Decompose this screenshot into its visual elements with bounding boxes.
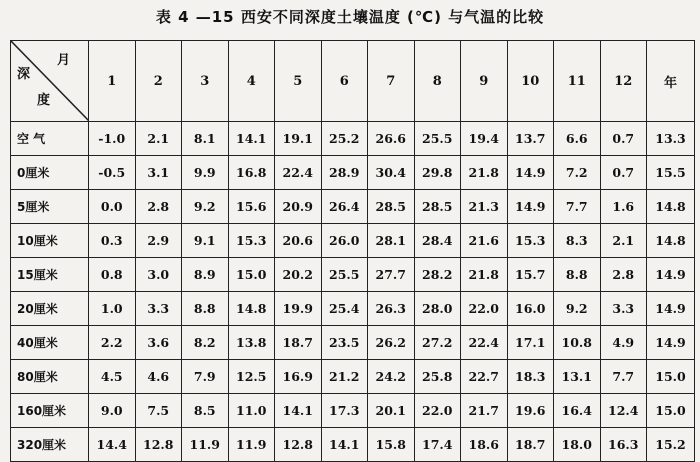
temperature-cell: 13.3 — [647, 122, 695, 156]
temperature-cell: 12.4 — [600, 394, 647, 428]
temperature-cell: 15.5 — [647, 156, 695, 190]
temperature-cell: 4.5 — [89, 360, 136, 394]
temperature-cell: 0.8 — [89, 258, 136, 292]
temperature-cell: 7.9 — [182, 360, 229, 394]
column-header: 11 — [554, 41, 601, 122]
table-row — [11, 156, 695, 190]
temperature-cell: 25.4 — [321, 292, 368, 326]
temperature-cell: 21.8 — [461, 258, 508, 292]
temperature-cell: 11.0 — [228, 394, 275, 428]
temperature-cell: 8.2 — [182, 326, 229, 360]
temperature-cell: 12.5 — [228, 360, 275, 394]
temperature-cell: 16.8 — [228, 156, 275, 190]
table-row — [11, 428, 695, 462]
temperature-cell: 2.1 — [135, 122, 182, 156]
row-label: 0厘米 — [11, 156, 89, 190]
temperature-cell: 1.6 — [600, 190, 647, 224]
temperature-cell: 14.8 — [647, 190, 695, 224]
temperature-cell: 28.5 — [414, 190, 461, 224]
row-label: 5厘米 — [11, 190, 89, 224]
temperature-cell: 18.0 — [554, 428, 601, 462]
soil-temperature-table — [10, 40, 695, 462]
temperature-cell: 15.6 — [228, 190, 275, 224]
row-label: 320厘米 — [11, 428, 89, 462]
temperature-cell: 15.3 — [228, 224, 275, 258]
temperature-cell: 18.6 — [461, 428, 508, 462]
temperature-cell: 18.7 — [507, 428, 554, 462]
temperature-cell: 21.8 — [461, 156, 508, 190]
temperature-cell: 14.8 — [647, 224, 695, 258]
temperature-cell: 24.2 — [368, 360, 415, 394]
temperature-cell: 9.1 — [182, 224, 229, 258]
column-header: 7 — [368, 41, 415, 122]
row-label: 空 气 — [11, 122, 89, 156]
temperature-cell: 25.5 — [414, 122, 461, 156]
table-row — [11, 122, 695, 156]
temperature-cell: 1.0 — [89, 292, 136, 326]
temperature-cell: 25.5 — [321, 258, 368, 292]
temperature-cell: 14.1 — [275, 394, 322, 428]
temperature-cell: 9.2 — [182, 190, 229, 224]
temperature-cell: 17.1 — [507, 326, 554, 360]
temperature-cell: 22.0 — [414, 394, 461, 428]
temperature-cell: 6.6 — [554, 122, 601, 156]
temperature-cell: 20.1 — [368, 394, 415, 428]
temperature-cell: 28.0 — [414, 292, 461, 326]
temperature-cell: 15.3 — [507, 224, 554, 258]
temperature-cell: 21.6 — [461, 224, 508, 258]
temperature-cell: 9.9 — [182, 156, 229, 190]
table-title: 表 4 —15 西安不同深度土壤温度 (℃) 与气温的比较 — [155, 8, 545, 26]
temperature-cell: 15.0 — [228, 258, 275, 292]
header-row — [11, 41, 695, 122]
temperature-cell: 15.2 — [647, 428, 695, 462]
temperature-cell: 3.0 — [135, 258, 182, 292]
temperature-cell: 7.7 — [600, 360, 647, 394]
temperature-cell: 14.9 — [647, 258, 695, 292]
table-row — [11, 224, 695, 258]
temperature-cell: 20.2 — [275, 258, 322, 292]
temperature-cell: 18.7 — [275, 326, 322, 360]
temperature-cell: 14.9 — [647, 292, 695, 326]
temperature-cell: 3.3 — [135, 292, 182, 326]
temperature-cell: 26.4 — [321, 190, 368, 224]
temperature-cell: 20.9 — [275, 190, 322, 224]
column-header: 5 — [275, 41, 322, 122]
temperature-cell: 2.8 — [135, 190, 182, 224]
temperature-cell: 16.3 — [600, 428, 647, 462]
column-header: 3 — [182, 41, 229, 122]
table-row — [11, 326, 695, 360]
row-label: 80厘米 — [11, 360, 89, 394]
table-body — [11, 122, 695, 462]
temperature-cell: 22.4 — [275, 156, 322, 190]
temperature-cell: 27.2 — [414, 326, 461, 360]
temperature-cell: 12.8 — [135, 428, 182, 462]
column-header: 9 — [461, 41, 508, 122]
temperature-cell: 3.3 — [600, 292, 647, 326]
temperature-cell: 26.6 — [368, 122, 415, 156]
column-header: 12 — [600, 41, 647, 122]
temperature-cell: 3.1 — [135, 156, 182, 190]
temperature-cell: 0.0 — [89, 190, 136, 224]
row-label: 20厘米 — [11, 292, 89, 326]
temperature-cell: 21.7 — [461, 394, 508, 428]
table-row — [11, 394, 695, 428]
temperature-cell: 30.4 — [368, 156, 415, 190]
temperature-cell: 21.3 — [461, 190, 508, 224]
table-row — [11, 360, 695, 394]
temperature-cell: 28.1 — [368, 224, 415, 258]
temperature-cell: 0.7 — [600, 122, 647, 156]
temperature-cell: 14.1 — [321, 428, 368, 462]
temperature-cell: 22.0 — [461, 292, 508, 326]
temperature-cell: 22.7 — [461, 360, 508, 394]
temperature-cell: 23.5 — [321, 326, 368, 360]
temperature-cell: 16.9 — [275, 360, 322, 394]
temperature-cell: 21.2 — [321, 360, 368, 394]
temperature-cell: -1.0 — [89, 122, 136, 156]
temperature-cell: 14.9 — [507, 156, 554, 190]
temperature-cell: 16.4 — [554, 394, 601, 428]
temperature-cell: 25.8 — [414, 360, 461, 394]
temperature-cell: 14.9 — [507, 190, 554, 224]
temperature-cell: 15.0 — [647, 360, 695, 394]
temperature-cell: 14.1 — [228, 122, 275, 156]
temperature-cell: 9.2 — [554, 292, 601, 326]
temperature-cell: 29.8 — [414, 156, 461, 190]
corner-depth-label-1: 深 — [17, 67, 31, 82]
temperature-cell: 26.0 — [321, 224, 368, 258]
temperature-cell: 26.2 — [368, 326, 415, 360]
temperature-cell: 19.6 — [507, 394, 554, 428]
column-header: 8 — [414, 41, 461, 122]
temperature-cell: 7.2 — [554, 156, 601, 190]
temperature-cell: 7.7 — [554, 190, 601, 224]
temperature-cell: 28.9 — [321, 156, 368, 190]
temperature-cell: 14.4 — [89, 428, 136, 462]
temperature-cell: 3.6 — [135, 326, 182, 360]
temperature-cell: 13.8 — [228, 326, 275, 360]
temperature-cell: 10.8 — [554, 326, 601, 360]
temperature-cell: 15.7 — [507, 258, 554, 292]
table-row — [11, 258, 695, 292]
temperature-cell: 19.1 — [275, 122, 322, 156]
temperature-cell: 18.3 — [507, 360, 554, 394]
temperature-cell: 7.5 — [135, 394, 182, 428]
column-header: 1 — [89, 41, 136, 122]
temperature-cell: 8.5 — [182, 394, 229, 428]
temperature-cell: 26.3 — [368, 292, 415, 326]
temperature-cell: 28.2 — [414, 258, 461, 292]
temperature-cell: 28.4 — [414, 224, 461, 258]
column-header: 年 — [647, 41, 695, 122]
temperature-cell: 8.9 — [182, 258, 229, 292]
column-header: 6 — [321, 41, 368, 122]
temperature-cell: 17.3 — [321, 394, 368, 428]
temperature-cell: 0.7 — [600, 156, 647, 190]
row-label: 10厘米 — [11, 224, 89, 258]
table-row — [11, 292, 695, 326]
row-label: 160厘米 — [11, 394, 89, 428]
temperature-cell: 17.4 — [414, 428, 461, 462]
temperature-cell: 28.5 — [368, 190, 415, 224]
temperature-cell: 27.7 — [368, 258, 415, 292]
temperature-cell: 8.8 — [554, 258, 601, 292]
temperature-cell: 25.2 — [321, 122, 368, 156]
temperature-cell: 14.8 — [228, 292, 275, 326]
column-header: 4 — [228, 41, 275, 122]
temperature-cell: 19.4 — [461, 122, 508, 156]
temperature-cell: 12.8 — [275, 428, 322, 462]
temperature-cell: 2.2 — [89, 326, 136, 360]
temperature-cell: 2.1 — [600, 224, 647, 258]
temperature-cell: 22.4 — [461, 326, 508, 360]
temperature-cell: 4.6 — [135, 360, 182, 394]
temperature-cell: 8.8 — [182, 292, 229, 326]
temperature-cell: 15.8 — [368, 428, 415, 462]
row-label: 40厘米 — [11, 326, 89, 360]
temperature-cell: 2.8 — [600, 258, 647, 292]
corner-cell — [11, 41, 89, 122]
temperature-cell: -0.5 — [89, 156, 136, 190]
temperature-cell: 11.9 — [228, 428, 275, 462]
temperature-cell: 0.3 — [89, 224, 136, 258]
temperature-cell: 8.1 — [182, 122, 229, 156]
temperature-cell: 13.7 — [507, 122, 554, 156]
temperature-cell: 14.9 — [647, 326, 695, 360]
temperature-cell: 4.9 — [600, 326, 647, 360]
temperature-cell: 13.1 — [554, 360, 601, 394]
corner-month-label: 月 — [57, 53, 71, 68]
corner-depth-label-2: 度 — [37, 93, 51, 108]
temperature-cell: 11.9 — [182, 428, 229, 462]
table-row — [11, 190, 695, 224]
row-label: 15厘米 — [11, 258, 89, 292]
temperature-cell: 2.9 — [135, 224, 182, 258]
column-header: 2 — [135, 41, 182, 122]
temperature-cell: 8.3 — [554, 224, 601, 258]
temperature-cell: 9.0 — [89, 394, 136, 428]
temperature-cell: 20.6 — [275, 224, 322, 258]
temperature-cell: 16.0 — [507, 292, 554, 326]
temperature-cell: 15.0 — [647, 394, 695, 428]
column-header: 10 — [507, 41, 554, 122]
temperature-cell: 19.9 — [275, 292, 322, 326]
